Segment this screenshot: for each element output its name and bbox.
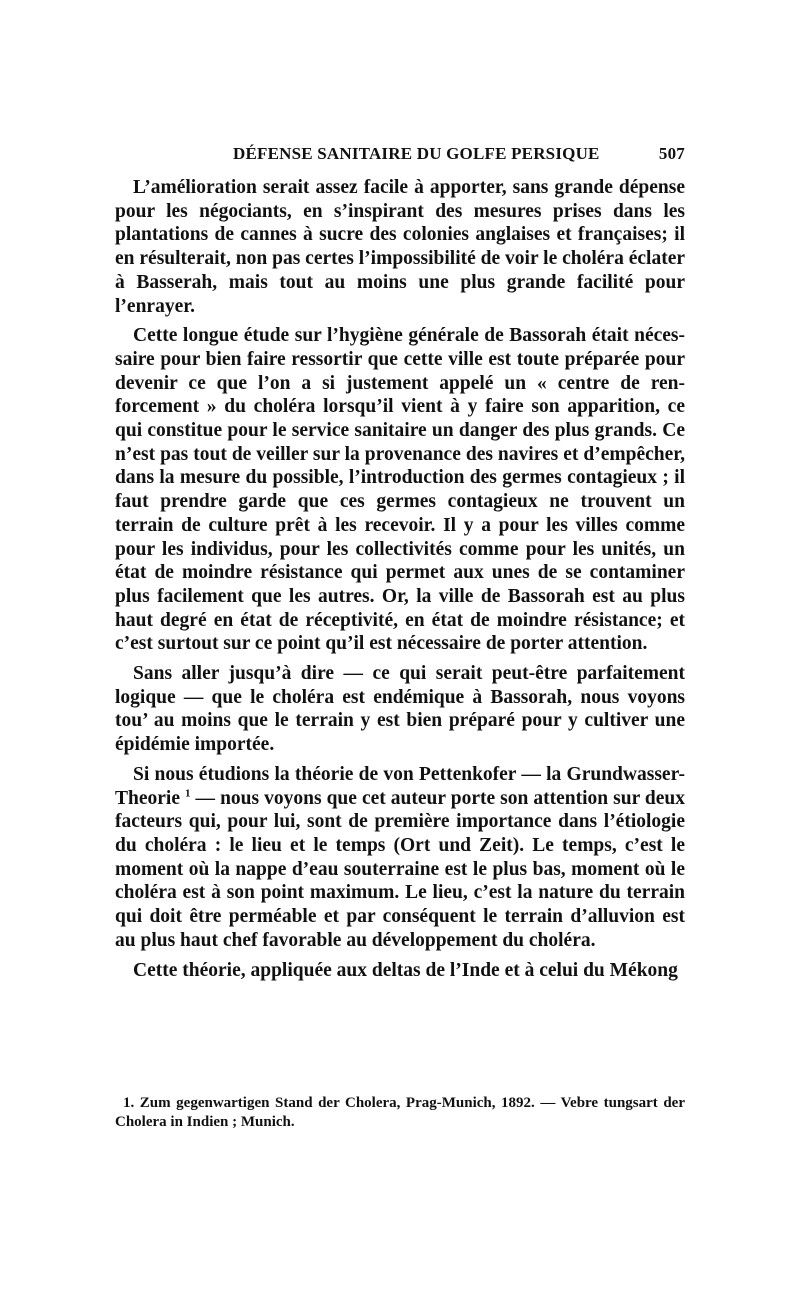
paragraph-2: Cette longue étude sur l’hygiène générale de Bassorah était nécessaire pour bien faire ressortir que cette ville est toute préparée pour devenir ce que l’on a si justement appelé un « centre de renforcement » du choléra lorsqu’il vient à y faire son apparition, ce qui constitue pour le service sanitaire un danger des plus grands. Ce n’est pas tout de veiller sur la provenance des navires et d’empêcher, dans la mesure du possible, l’introduction des germes contagieux ; il faut prendre garde que ces germes contagieux ne trouvent un terrain de culture prêt à les recevoir. Il y a pour les villes comme pour les individus, pour les collectivités comme pour les unités, un état de moindre résistance qui permet aux unes de se contaminer plus facilement que les autres. Or, la ville de Bassorah est au plus haut degré en état de réceptivité, en état de moindre résistance; et c’est surtout sur ce point qu’il est nécessaire de porter attention. [115,325,685,655]
body-text [115,176,685,988]
running-head [115,144,685,168]
paragraph-5: Cette théorie, appliquée aux deltas de l’Inde et à celui du Mékong [133,959,678,981]
paragraph-3: Sans aller jusqu’à dire — ce qui serait peut-être parfaitement logique — que le choléra est endémique à Bassorah, nous voyons tou’ au moins que le terrain y est bien préparé pour y cultiver une épidémie importée. [115,663,685,756]
paragraph-4-text-before-note: Si nous étudions la théorie de von Pettenkofer — la Grundwasser-Theorie [115,763,685,809]
running-title: DÉFENSE SANITAIRE DU GOLFE PERSIQUE [233,144,600,163]
paragraph-4 [115,763,685,953]
page-number: 507 [658,144,685,163]
footnote-reference-1: 1 [185,787,191,800]
footnotes [115,1094,685,1132]
paragraph-4-text-after-note: — nous voyons que cet auteur porte son attention sur deux facteurs qui, pour lui, sont de première importance dans l’étiologie du choléra : le lieu et le temps (Ort und Zeit). Le temps, c’est le moment où la nappe d’eau souterraine est le plus bas, moment où le choléra est à son point maximum. Le lieu, c’est la nature du terrain qui doit être perméable et par conséquent le terrain d’alluvion est au plus haut chef favorable au développement du choléra. [115,787,685,951]
paragraph-1: L’amélioration serait assez facile à apporter, sans grande dépense pour les négociants, en s’inspirant des mesures prises dans les plantations de cannes à sucre des colonies anglaises et françaises; il en résulterait, non pas certes l’impossibilité de voir le choléra éclater à Basserah, mais tout au moins une plus grande facilité pour l’enrayer. [115,177,685,317]
footnote-1: 1. Zum gegenwartigen Stand der Cholera, Prag-Munich, 1892. — Vebre tungsart der Cholera in Indien ; Munich. [115,1095,685,1130]
